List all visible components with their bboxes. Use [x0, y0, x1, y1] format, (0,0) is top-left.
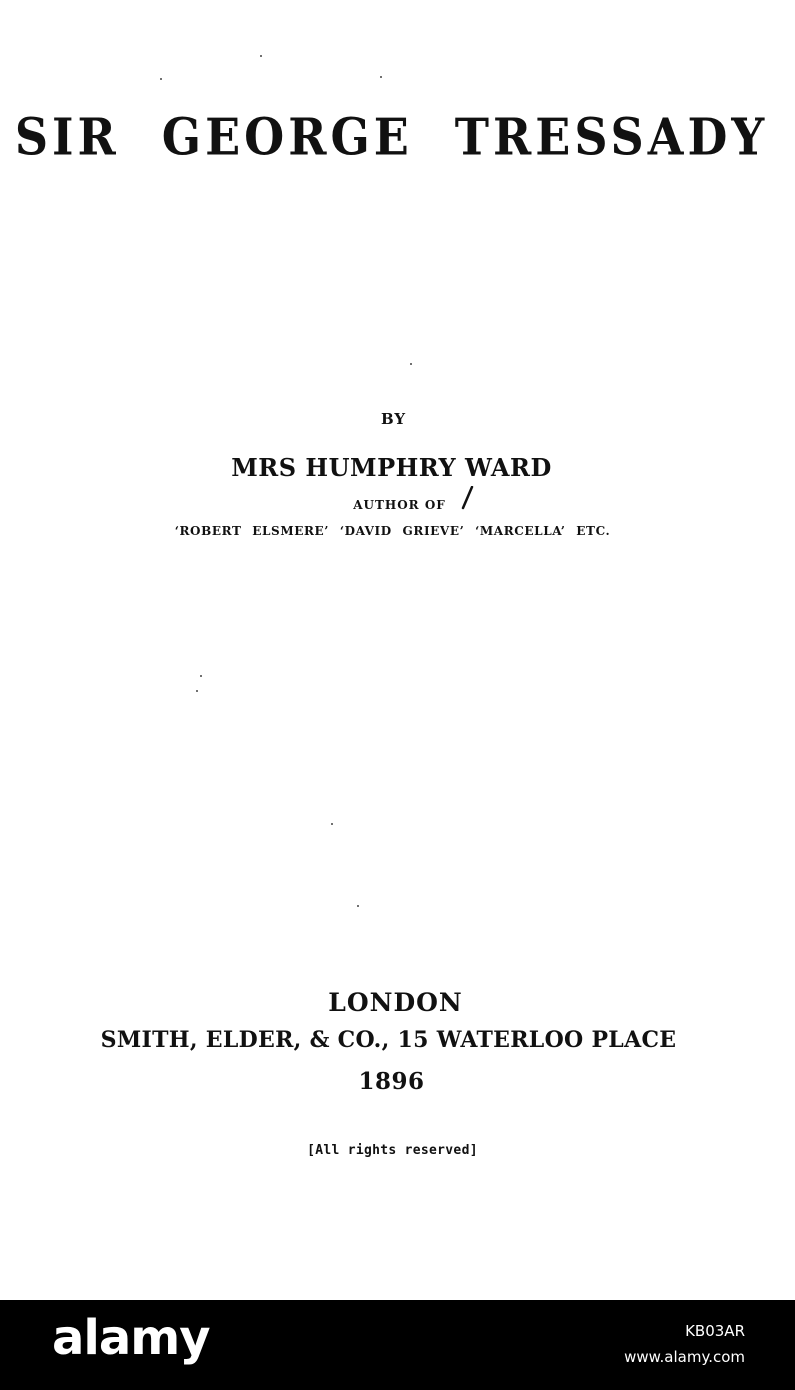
publication-year: 1896	[358, 1068, 425, 1095]
paper-speck-icon	[160, 78, 162, 80]
pen-mark-icon	[459, 486, 475, 510]
image-id-label: KB03AR	[685, 1322, 745, 1340]
book-title: SIR GEORGE TRESSADY	[14, 107, 769, 167]
paper-speck-icon	[380, 76, 382, 78]
alamy-logo: alamy	[52, 1310, 210, 1366]
paper-speck-icon	[260, 55, 262, 57]
paper-speck-icon	[331, 823, 333, 825]
paper-speck-icon	[410, 363, 412, 365]
paper-speck-icon	[196, 690, 198, 692]
byline-label: BY	[380, 410, 407, 428]
publication-city: LONDON	[328, 988, 463, 1017]
paper-speck-icon	[357, 905, 359, 907]
other-works-list: ‘ROBERT ELSMERE’ ‘DAVID GRIEVE’ ‘MARCELLA’ ETC.	[174, 524, 611, 538]
publisher-line: SMITH, ELDER, & CO., 15 WATERLOO PLACE	[100, 1027, 677, 1053]
paper-speck-icon	[200, 675, 202, 677]
watermark-bar	[0, 1300, 795, 1390]
author-of-label: AUTHOR OF	[353, 498, 446, 512]
author-name: MRS HUMPHRY WARD	[231, 453, 552, 482]
site-url-label: www.alamy.com	[624, 1348, 745, 1366]
rights-notice: [All rights reserved]	[307, 1143, 478, 1158]
